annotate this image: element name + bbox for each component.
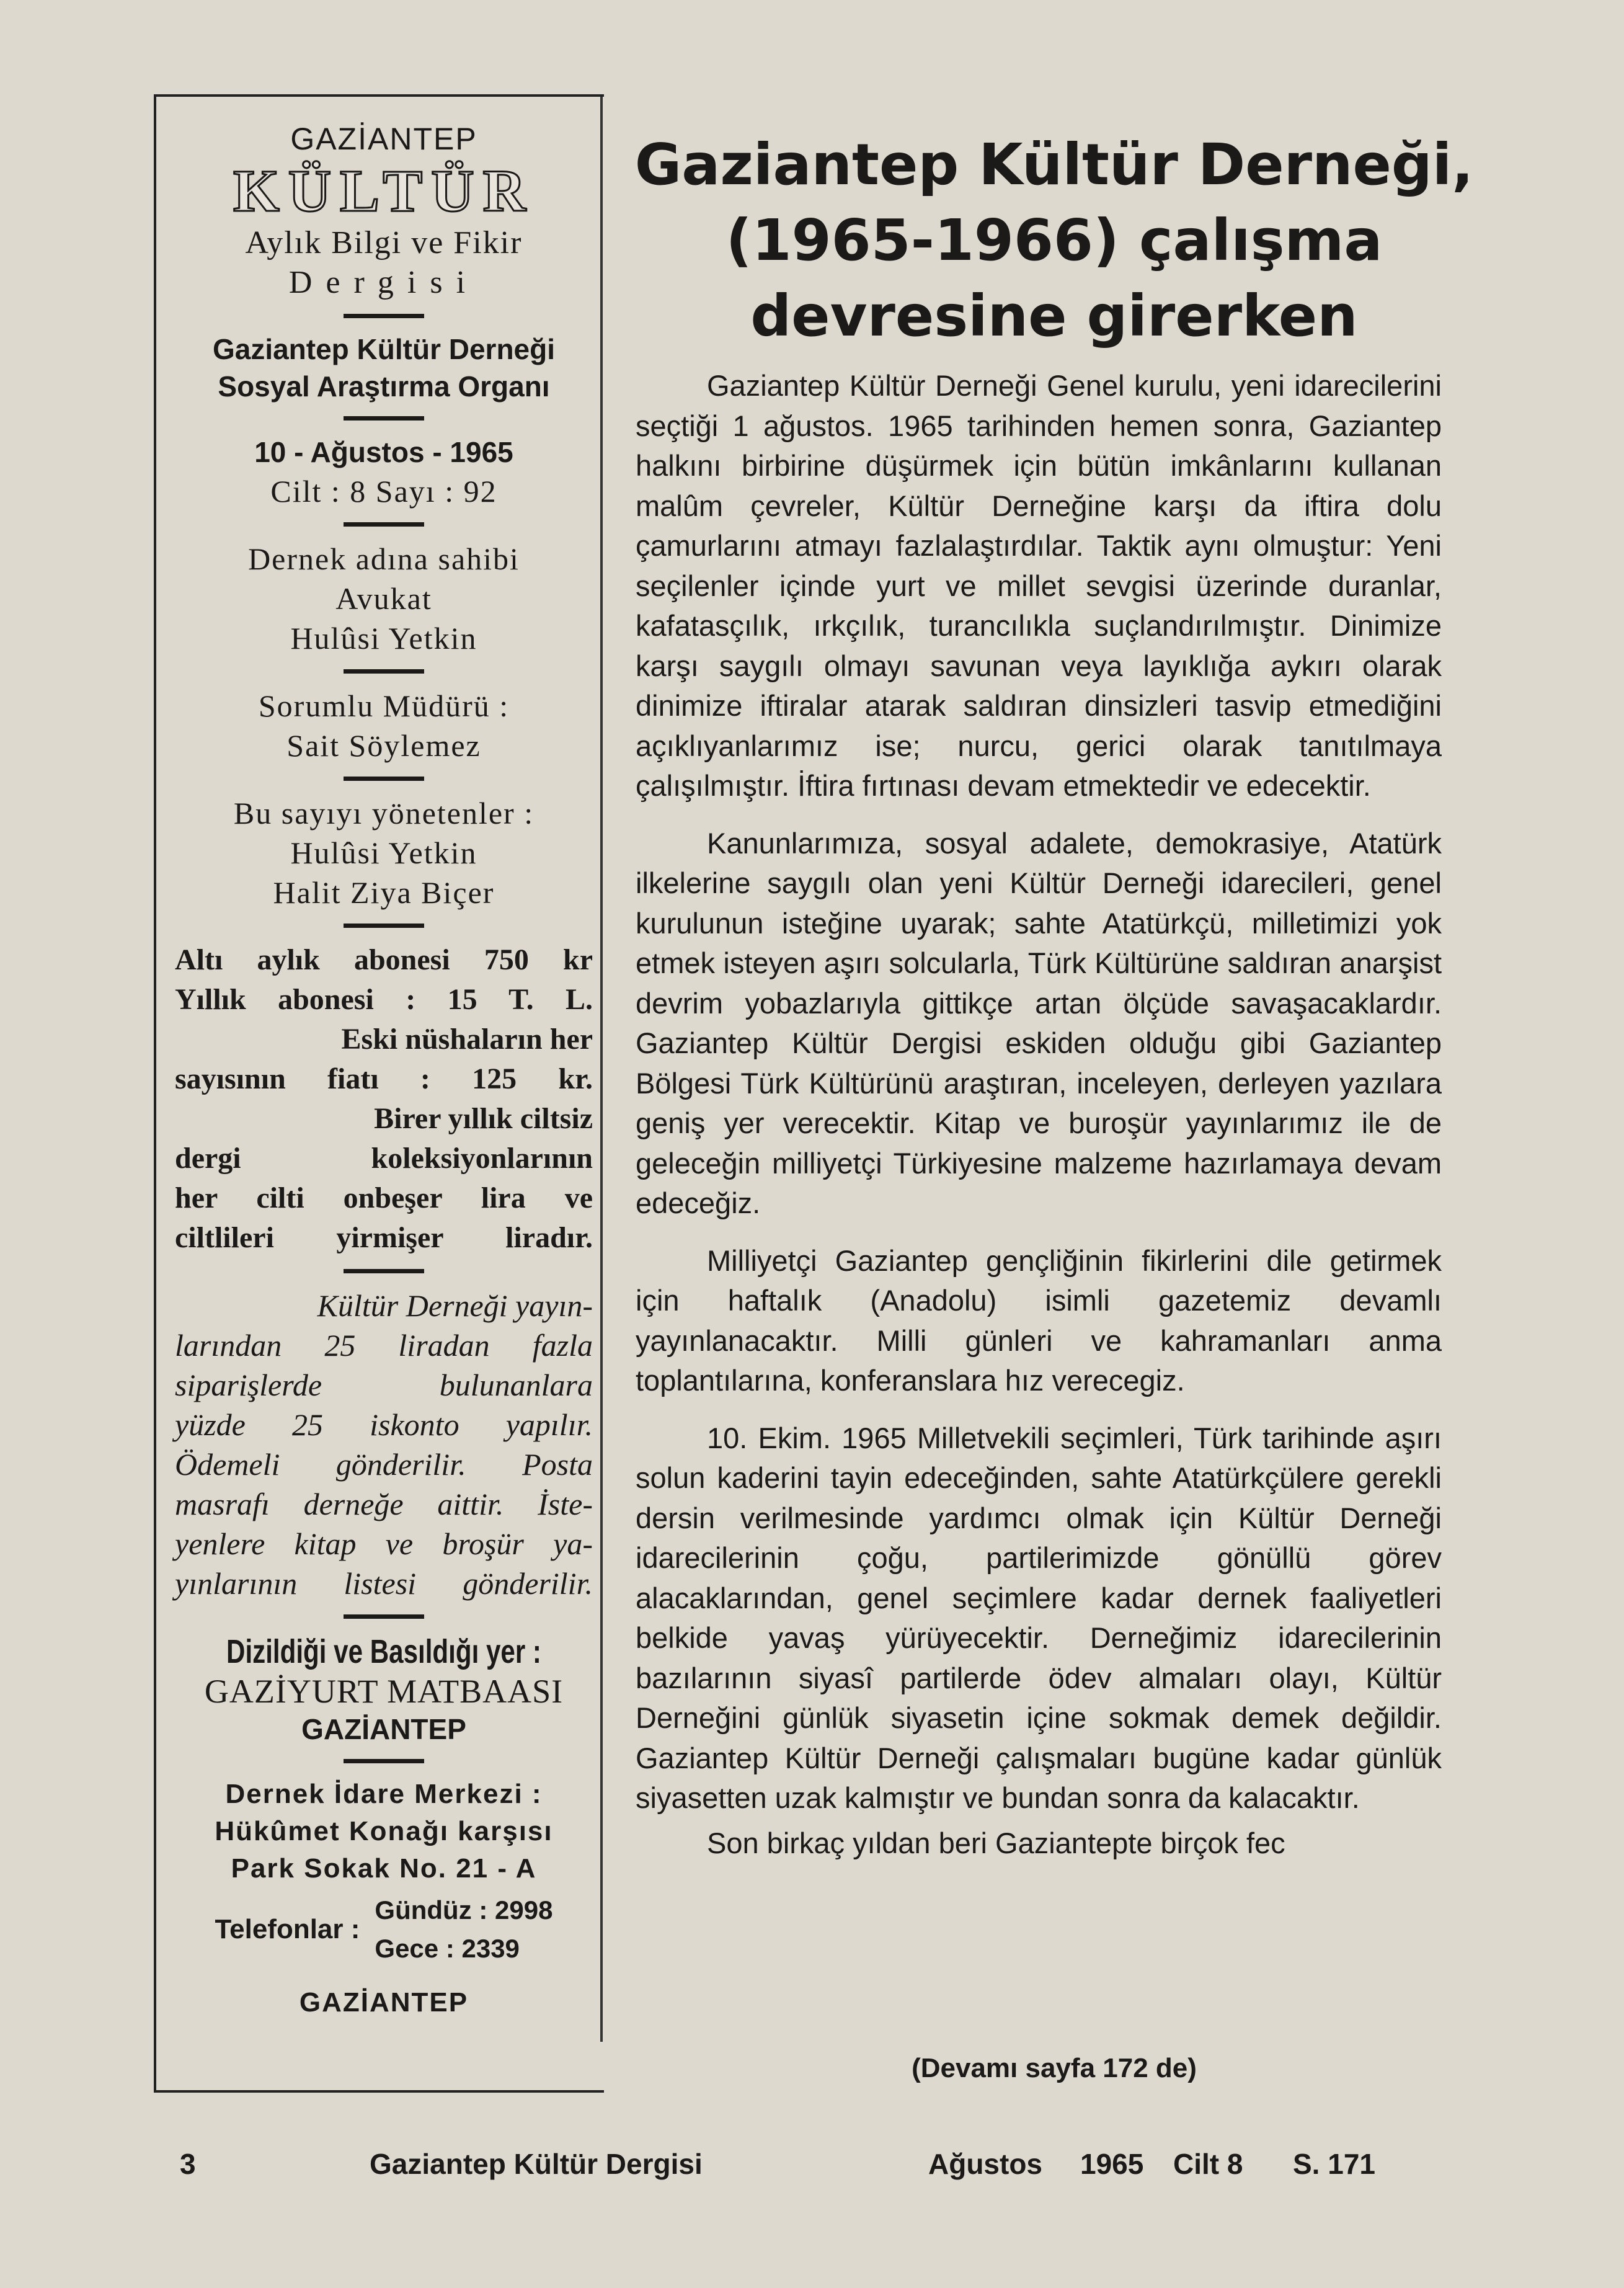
printed-by-label: Dizildiği ve Basıldığı yer : [226, 1633, 541, 1670]
manager-name: Hulûsi Yetkin [290, 835, 477, 870]
notice-line: yınlarının listesi gönderilir. [175, 1566, 593, 1601]
article-paragraph: Milliyetçi Gaziantep gençliğinin fikirlerini dile getirmek için haftalık (Anadolu) isimli gazetemiz devamlı yayınlanacaktır. Milli günleri ve kahramanları anma toplantılarına, konferanslara hız verecegiz. [636, 1244, 1442, 1397]
subscription-line: Yıllık abonesi : 15 T. L. [175, 983, 593, 1016]
masthead-city: GAZİANTEP [290, 122, 477, 156]
organ-line: Gaziantep Kültür Derneği [212, 333, 556, 365]
editor-name: Sait Söylemez [286, 728, 481, 763]
phone-label: Telefonlar : [215, 1914, 360, 1944]
owner-line: Avukat [335, 581, 432, 616]
article-paragraph: 10. Ekim. 1965 Milletvekili seçimleri, Türk tarihinde aşırı solun kaderini tayin edeceğinden, sahte Atatürkçülere gerekli dersin verilmesinde yardımcı olmak için Kültür Derneği idarecilerinin çoğu, partilerimizde gönüllü görev alacaklarından, genel seçimlere kadar dernek faaliyetleri belkide yavaş yürüyecektir. Derneğimiz idarecilerinin bazılarının siyasî partilerde ödev almaları olayı, Kültür Derneğini günlük siyasetin içine sokmak demek değildir. Gaziantep Kültür Derneği çalışmaları bugüne kadar günlük siyasetten uzak kalmıştır ve bundan sonra da kalacaktır. [636, 1421, 1442, 1814]
issue-volume: Cilt : 8 Sayı : 92 [270, 474, 497, 509]
subscription-line: Birer yıllık ciltsiz [374, 1102, 593, 1135]
footer-year: 1965 [1080, 2148, 1144, 2180]
subscription-line: Altı aylık abonesi 750 kr [175, 943, 593, 976]
subscription-line: Eski nüshaların her [341, 1023, 593, 1056]
article-body [636, 366, 1442, 1863]
owner-line: Dernek adına sahibi [248, 541, 520, 576]
notice-line: yüzde 25 iskonto yapılır. [175, 1407, 593, 1442]
masthead-subtitle: Aylık Bilgi ve Fikir [245, 225, 523, 260]
notice-line: siparişlerde bulunanlara [175, 1368, 593, 1402]
organ-line: Sosyal Araştırma Organı [218, 370, 550, 403]
divider [344, 924, 424, 928]
managers-label: Bu sayıyı yönetenler : [233, 796, 535, 830]
address-line: Hükûmet Konağı karşısı [215, 1816, 553, 1846]
notice-line: yenlere kitap ve broşür ya- [175, 1526, 593, 1561]
divider [344, 416, 424, 421]
sidebar-city: GAZİANTEP [299, 1987, 469, 2018]
notice-line: masrafı derneğe aittir. İste- [175, 1487, 593, 1521]
divider [344, 1269, 424, 1273]
subscription-line: her cilti onbeşer lira ve [175, 1182, 593, 1214]
notice-line: Ödemeli gönderilir. Posta [175, 1447, 593, 1482]
address-label: Dernek İdare Merkezi : [225, 1779, 543, 1809]
masthead-title: KÜLTÜR [233, 158, 535, 224]
headline-line: Gaziantep Kültür Derneği, [634, 131, 1474, 198]
phone-numbers [375, 1891, 552, 1968]
phone-day: Gündüz : 2998 [375, 1895, 553, 1925]
issue-date: 10 - Ağustos - 1965 [254, 436, 513, 468]
printer-city: GAZİANTEP [301, 1713, 466, 1745]
notice-line: Kültür Derneği yayın- [317, 1288, 593, 1323]
phone-block [175, 1891, 593, 1968]
continuation-note: (Devamı sayfa 172 de) [912, 2053, 1197, 2083]
masthead-sidebar [154, 94, 604, 2093]
article-paragraph: Kanunlarımıza, sosyal adalete, demokrasiye, Atatürk ilkelerine saygılı olan yeni Kültür Derneği idarecileri, genel kurulunun isteğine uyarak; sahte Atatürkçü, milletimizi yok etmek isteyen aşırı solcularla, Türk Kültürüne saldıran anarşist devrim yobazlarıyla gittikçe artan ölçüde savaşacaklardır. Gaziantep Kültür Dergisi eskiden olduğu gibi Gaziantep Bölgesi Türk Kültürünü araştıran, inceleyen, derleyen yazılara geniş yer verecektir. Kitap ve buroşür yayınlarımız ile de geleceğin milliyetçi Türkiyesine malzeme hazırlamaya devam edeceğiz. [636, 826, 1442, 1219]
footer-magazine: Gaziantep Kültür Dergisi [370, 2148, 703, 2180]
editor-label: Sorumlu Müdürü : [258, 688, 510, 723]
notice-line: larından 25 liradan fazla [175, 1328, 593, 1363]
divider [344, 1614, 424, 1619]
owner-name: Hulûsi Yetkin [290, 621, 477, 656]
divider [344, 1759, 424, 1763]
divider [344, 314, 424, 318]
headline-line: devresine girerken [750, 283, 1358, 349]
headline-line: (1965-1966) çalışma [725, 207, 1383, 274]
divider [344, 777, 424, 781]
manager-name: Halit Ziya Biçer [273, 875, 495, 910]
article-headline [626, 127, 1482, 354]
masthead-subtitle-dergisi: Dergisi [288, 265, 479, 300]
subscription-line: sayısının fiatı : 125 kr. [175, 1062, 593, 1095]
footer-month: Ağustos [928, 2148, 1042, 2180]
subscription-line: ciltlileri yirmişer liradır. [175, 1221, 593, 1254]
page-number: 3 [180, 2148, 196, 2180]
footer-volume: Cilt 8 [1173, 2148, 1243, 2180]
divider [344, 669, 424, 674]
phone-night: Gece : 2339 [375, 1934, 520, 1963]
article-paragraph: Son birkaç yıldan beri Gaziantepte birçok fec [707, 1826, 1285, 1859]
article-paragraph: Gaziantep Kültür Derneği Genel kurulu, yeni idarecilerini seçtiği 1 ağustos. 1965 tarihinden hemen sonra, Gaziantep halkını birbirine düşürmek için bütün imkânlarını kullanan malûm çevreler, Kültür Derneğine karşı da iftira dolu çamurlarını atmayı fazlalaştırdılar. Taktik aynı olmuştur: Yeni seçilenler içinde yurt ve millet sevgisi üzerinde duranlar, kafatasçılık, ırkçılık, turancılıkla suçlandırılmıştır. Dinimize karşı saygılı olmayı savunan veya layıklığa aykırı olarak dinimize iftiralar atarak saldıran dinsizleri tasvip etmediğini açıklıyanlarımız ise; nurcu, gerici olarak tanıtılmaya çalışılmıştır. İftira fırtınası devam etmektedir ve edecektir. [636, 369, 1442, 802]
footer-issue: S. 171 [1293, 2148, 1375, 2180]
divider [344, 522, 424, 527]
subscription-line: dergi koleksiyonlarının [175, 1142, 593, 1175]
printer-name: GAZİYURT MATBAASI [204, 1673, 564, 1710]
address-line: Park Sokak No. 21 - A [231, 1853, 537, 1884]
